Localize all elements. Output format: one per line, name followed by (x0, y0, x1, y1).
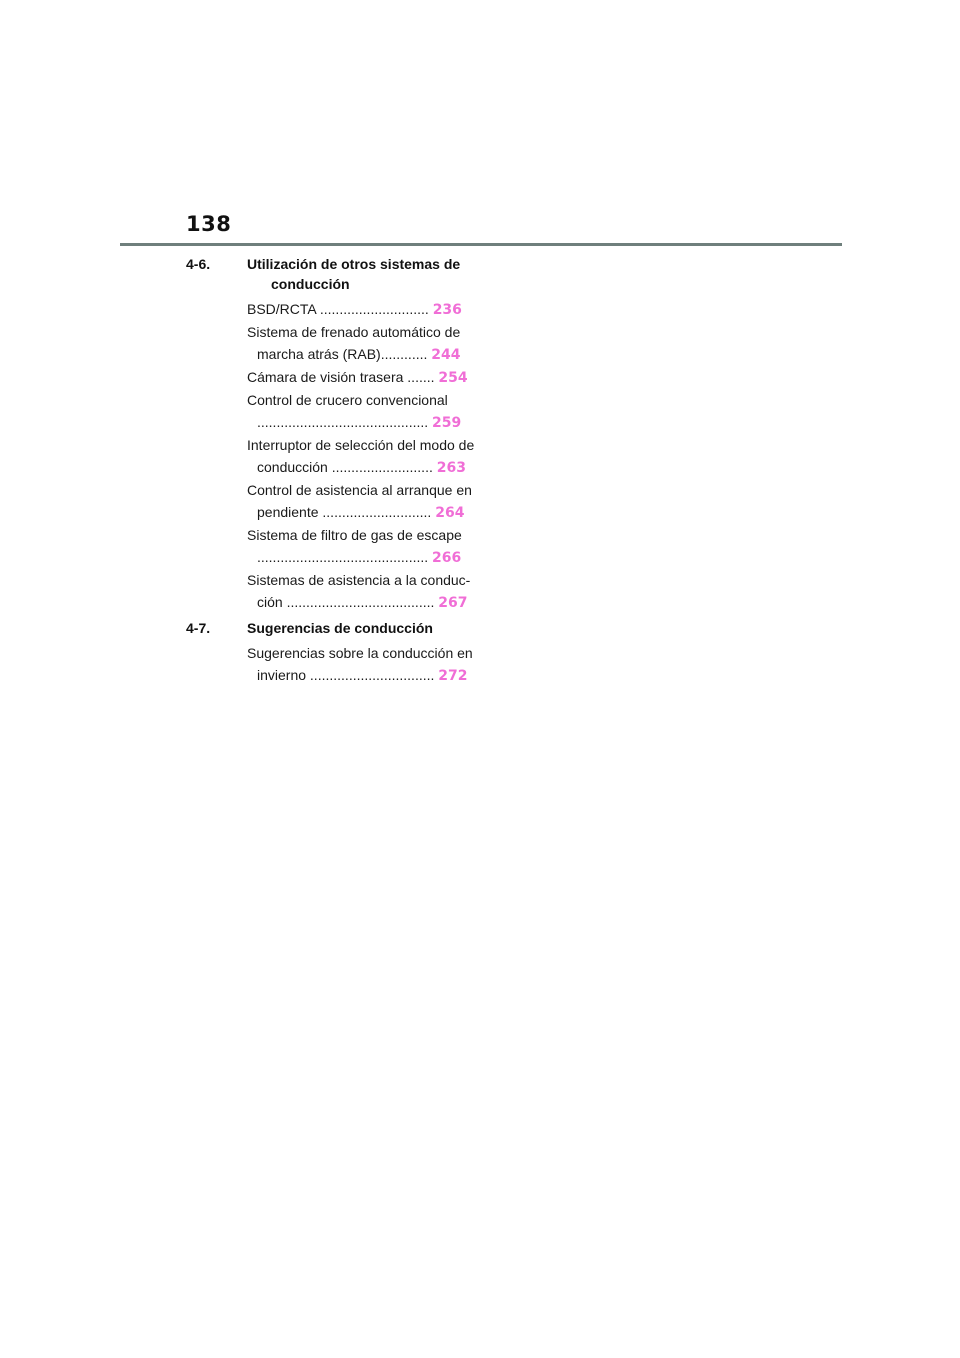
entry-page-link[interactable]: 266 (432, 550, 462, 566)
toc-entry[interactable] (247, 298, 486, 321)
entry-leader-dots: .......................... (327, 459, 437, 475)
header-rule (120, 243, 842, 246)
entry-title-continued: invierno (257, 667, 307, 683)
section-heading (186, 254, 486, 294)
page-number: 138 (186, 212, 232, 236)
entry-title: Control de crucero convencional (247, 392, 448, 408)
table-of-contents (186, 254, 486, 691)
entry-title-continued: marcha atrás (RAB) (257, 346, 381, 362)
entry-leader-dots: ............................................ (257, 414, 433, 430)
entry-leader-dots: ................................ (306, 667, 439, 683)
entry-title: Sistema de filtro de gas de escape (247, 527, 462, 543)
entry-title: Sistemas de asistencia a la conduc- (247, 572, 471, 588)
entry-page-link[interactable]: 272 (438, 668, 468, 684)
toc-entry[interactable] (247, 479, 486, 524)
entry-leader-dots: ............ (380, 346, 432, 362)
section-entries (186, 298, 486, 614)
entry-page-link[interactable]: 254 (438, 370, 468, 386)
entry-title: Control de asistencia al arranque en (247, 482, 472, 498)
toc-section-4-7 (186, 618, 486, 687)
entry-page-link[interactable]: 264 (435, 505, 465, 521)
entry-title: Interruptor de selección del modo de (247, 437, 475, 453)
entry-page-link[interactable]: 236 (432, 302, 462, 318)
entry-title: Sugerencias sobre la conducción en (247, 645, 473, 661)
entry-page-link[interactable]: 259 (432, 415, 462, 431)
section-title-line1: Utilización de otros sistemas de (247, 256, 461, 272)
entry-page-link[interactable]: 267 (438, 595, 468, 611)
toc-entry[interactable] (247, 389, 486, 434)
toc-entry[interactable] (247, 642, 486, 687)
entry-page-link[interactable]: 263 (436, 460, 466, 476)
entry-page-link[interactable]: 244 (431, 347, 461, 363)
entry-title-continued: ción (257, 594, 283, 610)
toc-section-4-6 (186, 254, 486, 614)
section-number: 4-6. (186, 256, 211, 272)
section-entries (186, 642, 486, 687)
entry-title: BSD/RCTA (247, 301, 316, 317)
entry-leader-dots: ............................................ (257, 549, 433, 565)
entry-leader-dots: ............................ (315, 301, 433, 317)
toc-entry[interactable] (247, 569, 486, 614)
entry-leader-dots: ...................................... (282, 594, 439, 610)
toc-entry[interactable] (247, 321, 486, 366)
toc-entry[interactable] (247, 434, 486, 479)
section-heading (186, 618, 486, 638)
toc-entry[interactable] (247, 366, 486, 389)
entry-leader-dots: ....... (403, 369, 439, 385)
entry-title: Cámara de visión trasera (247, 369, 404, 385)
toc-entry[interactable] (247, 524, 486, 569)
entry-title: Sistema de frenado automático de (247, 324, 461, 340)
section-number: 4-7. (186, 620, 211, 636)
section-title-line1: Sugerencias de conducción (247, 620, 433, 636)
entry-title-continued: conducción (257, 459, 328, 475)
section-title-line2: conducción (271, 276, 350, 292)
entry-leader-dots: ............................ (318, 504, 436, 520)
entry-title-continued: pendiente (257, 504, 319, 520)
